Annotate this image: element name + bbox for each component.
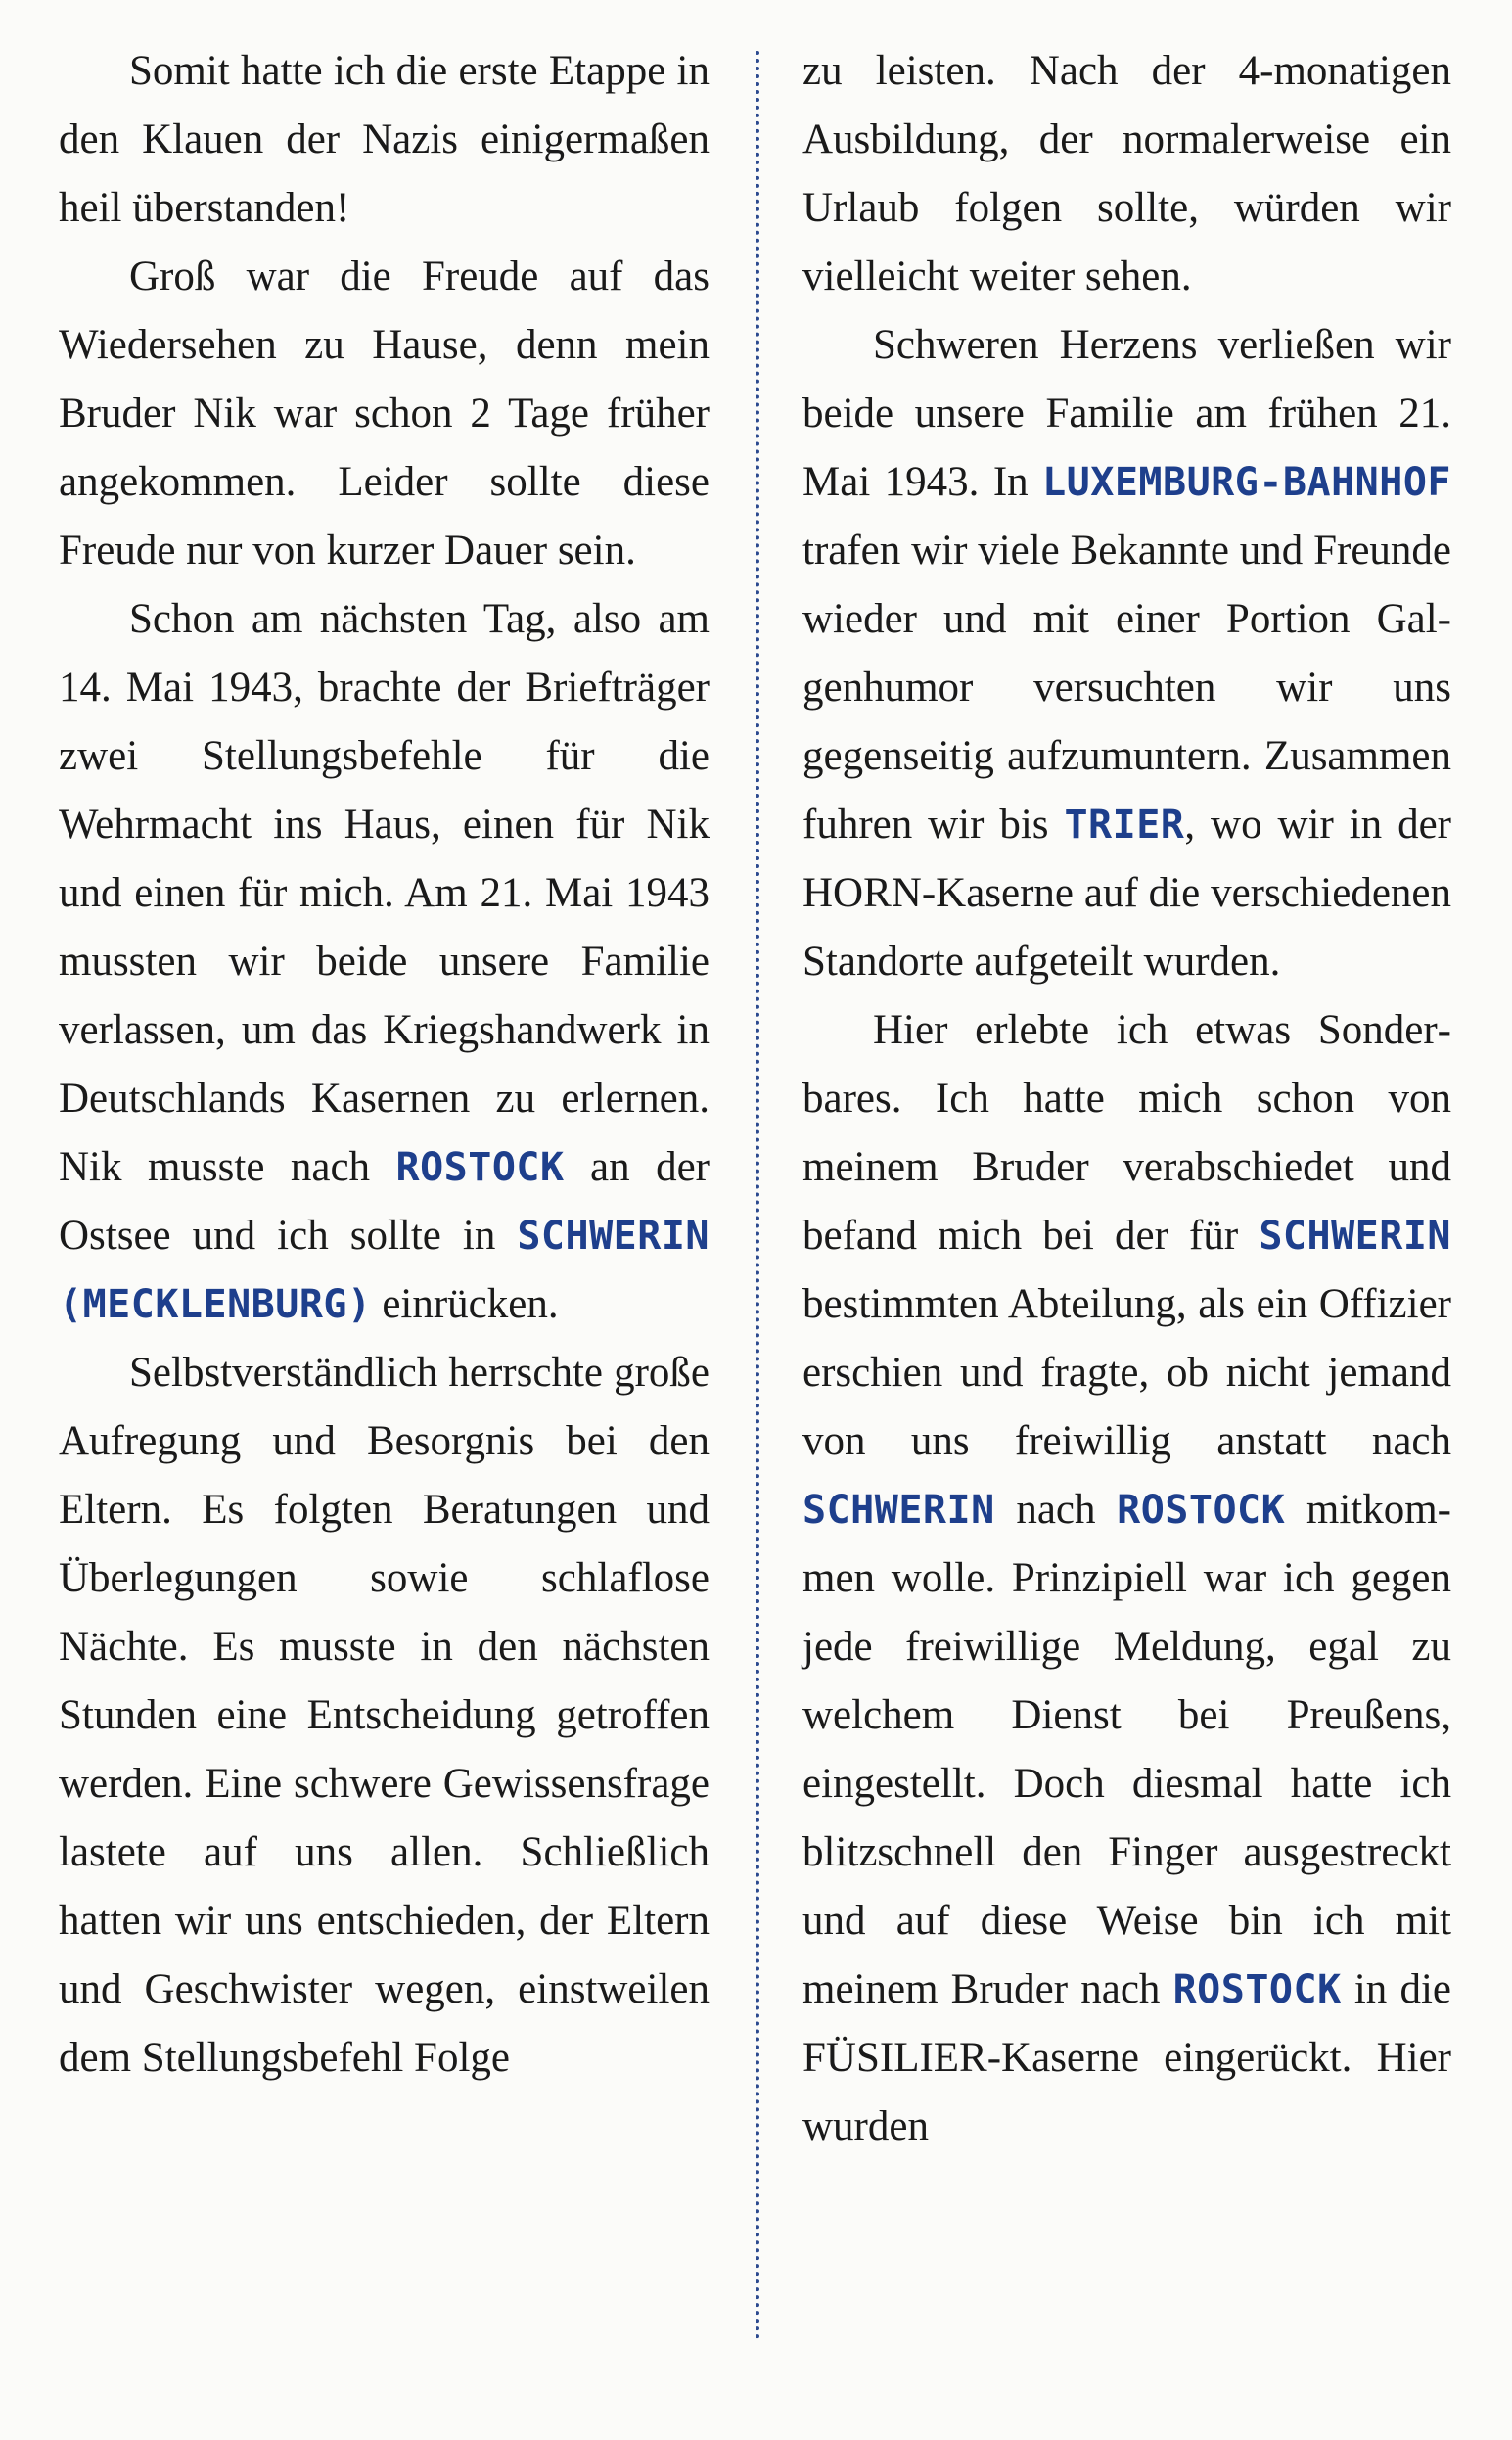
place-name-schwerin-mecklenburg: SCHWERIN (MECKLENBURG) bbox=[59, 1214, 710, 1327]
paragraph-text: Schon am nächsten Tag, also am 14. Mai 1943, brachte der Briefträger zwei Stellungsbefehle für die Wehrmacht ins Haus, einen für Nik und einen für mich. Am 21. Mai 1943 mussten wir beide unsere Familie verlassen, um das Kriegshandwerk in Deutschlands Kasernen zu erlernen. Nik musste nach bbox=[59, 596, 710, 1190]
paragraph-text: mitkommen wolle. Prinzipiell war ich gegen jede freiwillige Meldung, egal zu welchem Dienst bei Preußens, eingestellt. Doch diesmal hatte ich blitzschnell den Finger ausgestreckt und auf diese Weise bin ich mit meinem Bruder nach bbox=[802, 1487, 1451, 2012]
place-name-luxemburg-bahnhof: LUXEMBURG-BAHNHOF bbox=[1042, 460, 1451, 505]
paragraph-schweren-herzens bbox=[802, 311, 1451, 996]
paragraph-sonderbares bbox=[802, 996, 1451, 2161]
paragraph-text: Selbstverständlich herrschte große Aufregung und Besorgnis bei den Eltern. Es folgten Beratungen und Überlegungen sowie schlaflose Nächte. Es musste in den nächsten Stunden eine Entscheidung getroffen werden. Eine schwere Gewissensfrage lastete auf uns allen. Schließlich hatten wir uns entschieden, der Eltern und Geschwister wegen, einstweilen dem Stellungsbefehl Folge bbox=[59, 1350, 710, 2081]
place-name-trier: TRIER bbox=[1064, 803, 1185, 848]
paragraph-text: zu leisten. Nach der 4-monatigen Ausbildung, der normalerweise ein Urlaub folgen sollte, würden wir vielleicht weiter sehen. bbox=[802, 48, 1451, 299]
paragraph-text: bestimmten Abteilung, als ein Offizier erschien und fragte, ob nicht jemand von uns freiwillig anstatt nach bbox=[802, 1281, 1451, 1464]
paragraph-text: Schweren Herzens verließen wir beide unsere Familie am frühen 21. Mai 1943. In bbox=[802, 322, 1451, 505]
paragraph-text: einrücken. bbox=[371, 1281, 559, 1327]
paragraph-ausbildung bbox=[802, 37, 1451, 311]
paragraph-wiedersehen bbox=[59, 243, 710, 585]
paragraph-text: Somit hatte ich die erste Etappe in den Klauen der Nazis einigermaßen heil überstanden! bbox=[59, 48, 710, 231]
place-name-schwerin-hyphenated: SCHWERIN bbox=[802, 1488, 995, 1533]
paragraph-text: trafen wir viele Bekannte und Freunde wieder und mit einer Portion Galgenhumor versuchten wir uns gegenseitig aufzumuntern. Zusammen fuhren wir bis bbox=[802, 528, 1451, 848]
right-text-column bbox=[802, 37, 1451, 2161]
column-divider bbox=[756, 51, 759, 2341]
paragraph-aufregung bbox=[59, 1339, 710, 2093]
paragraph-text: nach bbox=[994, 1487, 1118, 1533]
paragraph-text: Groß war die Freude auf das Wiedersehen zu Hause, denn mein Bruder Nik war schon 2 Tage früher angekommen. Leider sollte diese Freude nur von kurzer Dauer sein. bbox=[59, 253, 710, 574]
paragraph-stellungsbefehle bbox=[59, 585, 710, 1339]
place-name-rostock: ROSTOCK bbox=[1117, 1488, 1286, 1533]
paragraph-text: in die FÜSILIER-Kaserne eingerückt. Hier wurden bbox=[802, 1966, 1451, 2149]
paragraph-text: Hier erlebte ich etwas Sonderbares. Ich hatte mich schon von meinem Bruder verabschiedet und befand mich bei der für bbox=[802, 1007, 1451, 1259]
paragraph-text: an der Ostsee und ich sollte in bbox=[59, 1144, 710, 1259]
place-name-rostock: ROSTOCK bbox=[395, 1145, 565, 1190]
place-name-rostock: ROSTOCK bbox=[1172, 1967, 1342, 2012]
place-name-schwerin: SCHWERIN bbox=[1259, 1214, 1451, 1259]
paragraph-etappe bbox=[59, 37, 710, 243]
paragraph-text: , wo wir in der HORN-Kaserne auf die verschiedenen Standorte aufgeteilt wurden. bbox=[802, 802, 1451, 985]
left-text-column bbox=[59, 37, 710, 2093]
